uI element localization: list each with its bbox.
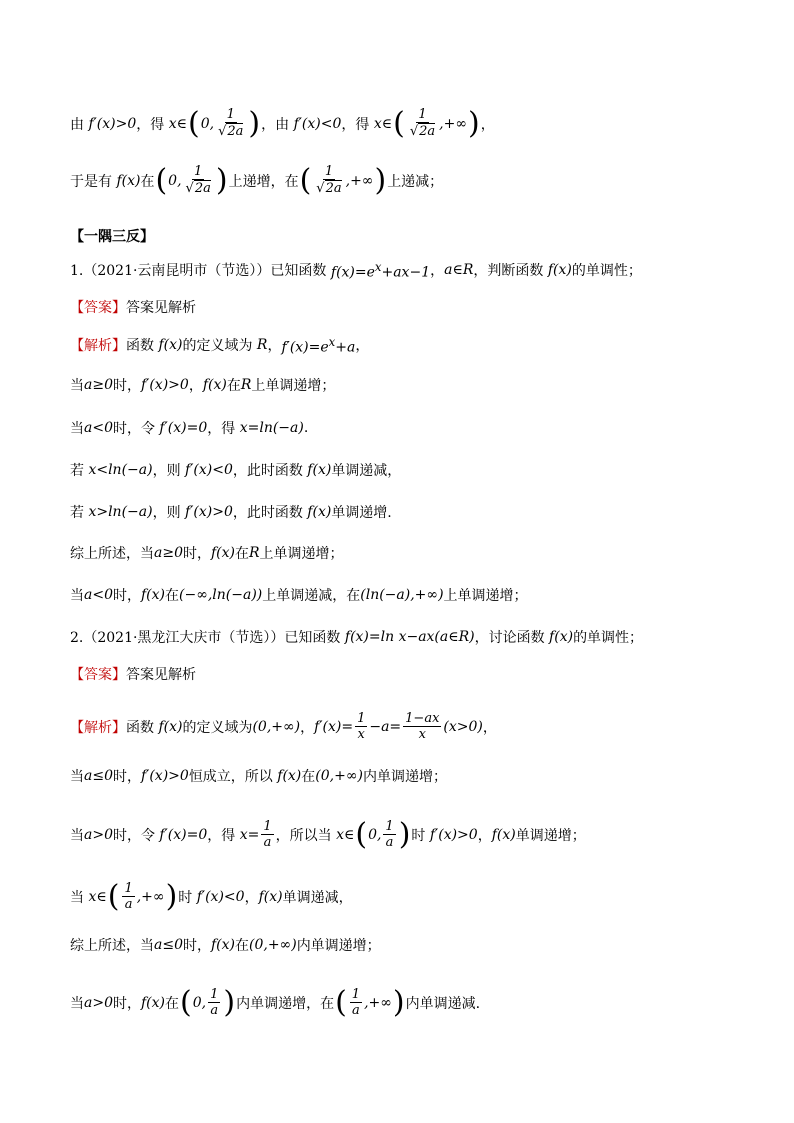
step-1-6: 当 a<0 时， f(x) 在 (−∞,ln(−a)) 上单调递减，在 (ln(−a),+∞) 上单调递增； xyxy=(70,587,528,604)
step-2-1: 当 a≤0 时， f′(x)>0 恒成立，所以 f(x) 在 (0,+∞) 内单调递增； xyxy=(70,768,447,785)
problem-1: 1.（2021·云南昆明市（节选））已知函数 $f(x)=e^x+ax-1$ ， a∈R ，判断函数 f(x) 的单调性； xyxy=(70,260,642,281)
step-1-5: 综上所述，当 a≥0 时， f(x) 在 R 上单调递增； xyxy=(70,545,344,562)
answer-1: 【答案】 答案见解析 xyxy=(70,300,196,316)
step-1-2: 当 a<0 时，令 f′(x)=0 ，得 x=ln(−a) . xyxy=(70,420,309,437)
step-1-3: 若 x<ln(−a) ，则 f′(x)<0 ，此时函数 f(x) 单调递减， xyxy=(70,462,402,479)
analysis-2: 【解析】 函数 f(x) 的定义域为 (0,+∞) ， f′(x)= $\frac{1}{x}$ −a= $\frac{1-ax}{x}$ (x>0) ， xyxy=(70,711,497,743)
problem-2: 2.（2021·黑龙江大庆市（节选））已知函数 f(x)=ln x−ax(a∈R) ，讨论函数 f(x) 的单调性； xyxy=(70,629,644,646)
section-heading: 【一隅三反】 xyxy=(70,229,154,245)
line-1: 由 f′(x)>0 ，得 x∈ ( 0, 1 √ 2a ) ，由 f′(x)<0 ，得 x∈ ( 1 √ 2a ,+∞ ) ， xyxy=(70,105,495,141)
answer-2: 【答案】 答案见解析 xyxy=(70,667,196,683)
step-2-4: 综上所述，当 a≤0 时， f(x) 在 (0,+∞) 内单调递增； xyxy=(70,937,381,954)
line-2: 于是有 f(x) 在 ( 0, 1 √ 2a ) 上递增，在 ( 1 √ 2a ,+∞ ) 上递减； xyxy=(70,162,444,198)
step-2-2: 当 a>0 时，令 f′(x)=0 ，得 x= $\frac{1}{a}$ ，所以当 x∈ ( 0, $\frac{1}{a}$ ) 时 f′(x)>0 ， f(x) 单调递增； xyxy=(70,817,586,853)
step-1-1: 当 a≥0 时， f′(x)>0 ， f(x) 在 R 上单调递增； xyxy=(70,377,336,394)
analysis-1: 【解析】 函数 f(x) 的定义域为 R ， $f'(x)=e^x+a$ ， xyxy=(70,335,370,356)
step-2-3: 当 x∈ ( $\frac{1}{a}$ ,+∞ ) 时 f′(x)<0 ， f(x) 单调递减， xyxy=(70,879,353,915)
step-1-4: 若 x>ln(−a) ，则 f′(x)>0 ，此时函数 f(x) 单调递增. xyxy=(70,504,392,521)
step-2-5: 当 a>0 时， f(x) 在 ( 0, $\frac{1}{a}$ ) 内单调递增，在 ( $\frac{1}{a}$ ,+∞ ) 内单调递减. xyxy=(70,985,481,1021)
